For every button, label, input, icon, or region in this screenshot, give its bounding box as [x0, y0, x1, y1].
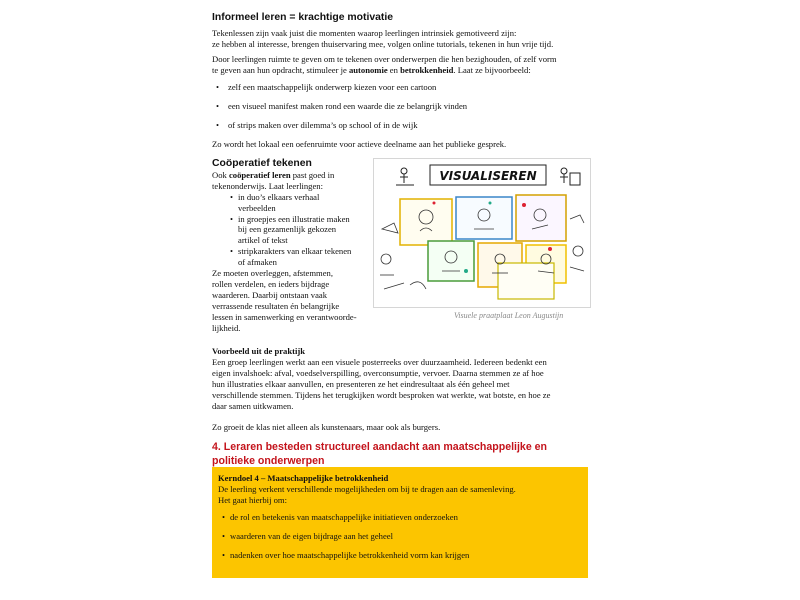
list-item: • een visueel manifest maken rond een waarde die ze belangrijk vinden: [212, 101, 590, 112]
informal-bullets: [212, 82, 590, 131]
list-item: • in duo’s elkaars verhaal verbeelden: [226, 192, 370, 214]
example-heading: Voorbeeld uit de praktijk: [212, 346, 306, 356]
section4-heading: 4. Leraren besteden structureel aandacht aan maatschappelijke en politieke onderwerpen: [212, 441, 548, 467]
coop-heading: Coöperatief tekenen: [212, 158, 312, 169]
kerndoel-bullets: [218, 512, 582, 561]
illustration-caption: Visuele praatplaat Leon Augustijn: [454, 311, 564, 320]
list-item: • zelf een maatschappelijk onderwerp kiezen voor een cartoon: [212, 82, 590, 93]
document-page: [212, 12, 590, 150]
list-item: • of strips maken over dilemma’s op school of in de wijk: [212, 120, 590, 131]
panel-1: [400, 199, 452, 245]
example-body: Een groep leerlingen werkt aan een visuele posterreeks over duurzaamheid. Iedereen bedenkt een eigen invalshoek: afval, voedselverspilling, overconsumptie, vervoer. Daarna stemmen ze af hoe hun illustraties elkaar aanvullen, en presenteren ze het eindresultaat als één geheel met verschillende stemmen. Tijdens het terugkijken wordt besproken wat werkte, wat botste, en hoe ze daar samen uitkwamen.: [212, 357, 551, 411]
kerndoel-line2: Het gaat hierbij om:: [218, 495, 287, 505]
list-item: • in groepjes een illustratie maken bij een gezamenlijk gekozen artikel of tekst: [226, 214, 370, 247]
panel-4: [428, 241, 474, 281]
kerndoel-title: Kerndoel 4 – Maatschappelijke betrokkenheid: [218, 473, 389, 483]
example-section: [212, 346, 592, 433]
coop-after: Ze moeten overleggen, afstemmen, rollen verdelen, en ieders bijdrage waarderen. Daarbij ontstaan vaak verrassende resultaten én belangrijke lessen in samenwerking en verantwoorde- lijkheid.: [212, 268, 357, 333]
list-item: • de rol en betekenis van maatschappelijke initiatieven onderzoeken: [218, 512, 582, 523]
panel-2: [456, 197, 512, 239]
coop-intro: Ook coöperatief leren past goed in tekenonderwijs. Laat leerlingen:: [212, 169, 335, 191]
list-item: • stripkarakters van elkaar tekenen of afmaken: [226, 246, 370, 268]
coop-section: [212, 159, 370, 334]
kerndoel-box: [212, 467, 588, 578]
list-item: • nadenken over hoe maatschappelijke betrokkenheid vorm kan krijgen: [218, 550, 582, 561]
coop-bullets: [212, 192, 370, 268]
kerndoel-line1: De leerling verkent verschillende mogelijkheden om bij te dragen aan de samenleving.: [218, 484, 516, 494]
illustration-svg: [374, 159, 590, 307]
informal-closing: Zo wordt het lokaal een oefenruimte voor actieve deelname aan het publieke gesprek.: [212, 139, 507, 149]
list-item: • waarderen van de eigen bijdrage aan het geheel: [218, 531, 582, 542]
informal-heading: Informeel leren = krachtige motivatie: [212, 12, 394, 23]
panel-3: [516, 195, 566, 241]
figure-right: [560, 168, 580, 185]
informal-para2: Door leerlingen ruimte te geven om te tekenen over onderwerpen die hen bezighouden, of zelf vorm te geven aan hun opdracht, stimuleer je autonomie en betrokkenheid. Laat ze bijvoorbeeld:: [212, 54, 557, 75]
illustration-title: VISUALISEREN: [439, 169, 537, 183]
figure-left: [396, 168, 414, 185]
example-closing: Zo groeit de klas niet alleen als kunstenaars, maar ook als burgers.: [212, 422, 441, 432]
panel-7: [498, 263, 554, 299]
informal-para1: Tekenlessen zijn vaak juist die momenten waarop leerlingen intrinsiek gemotiveerd zijn: ze hebben al interesse, brengen thuiservaring mee, volgen online tutorials, tekenen in hun vrije tijd.: [212, 28, 554, 49]
visualiseren-illustration: [373, 158, 591, 308]
